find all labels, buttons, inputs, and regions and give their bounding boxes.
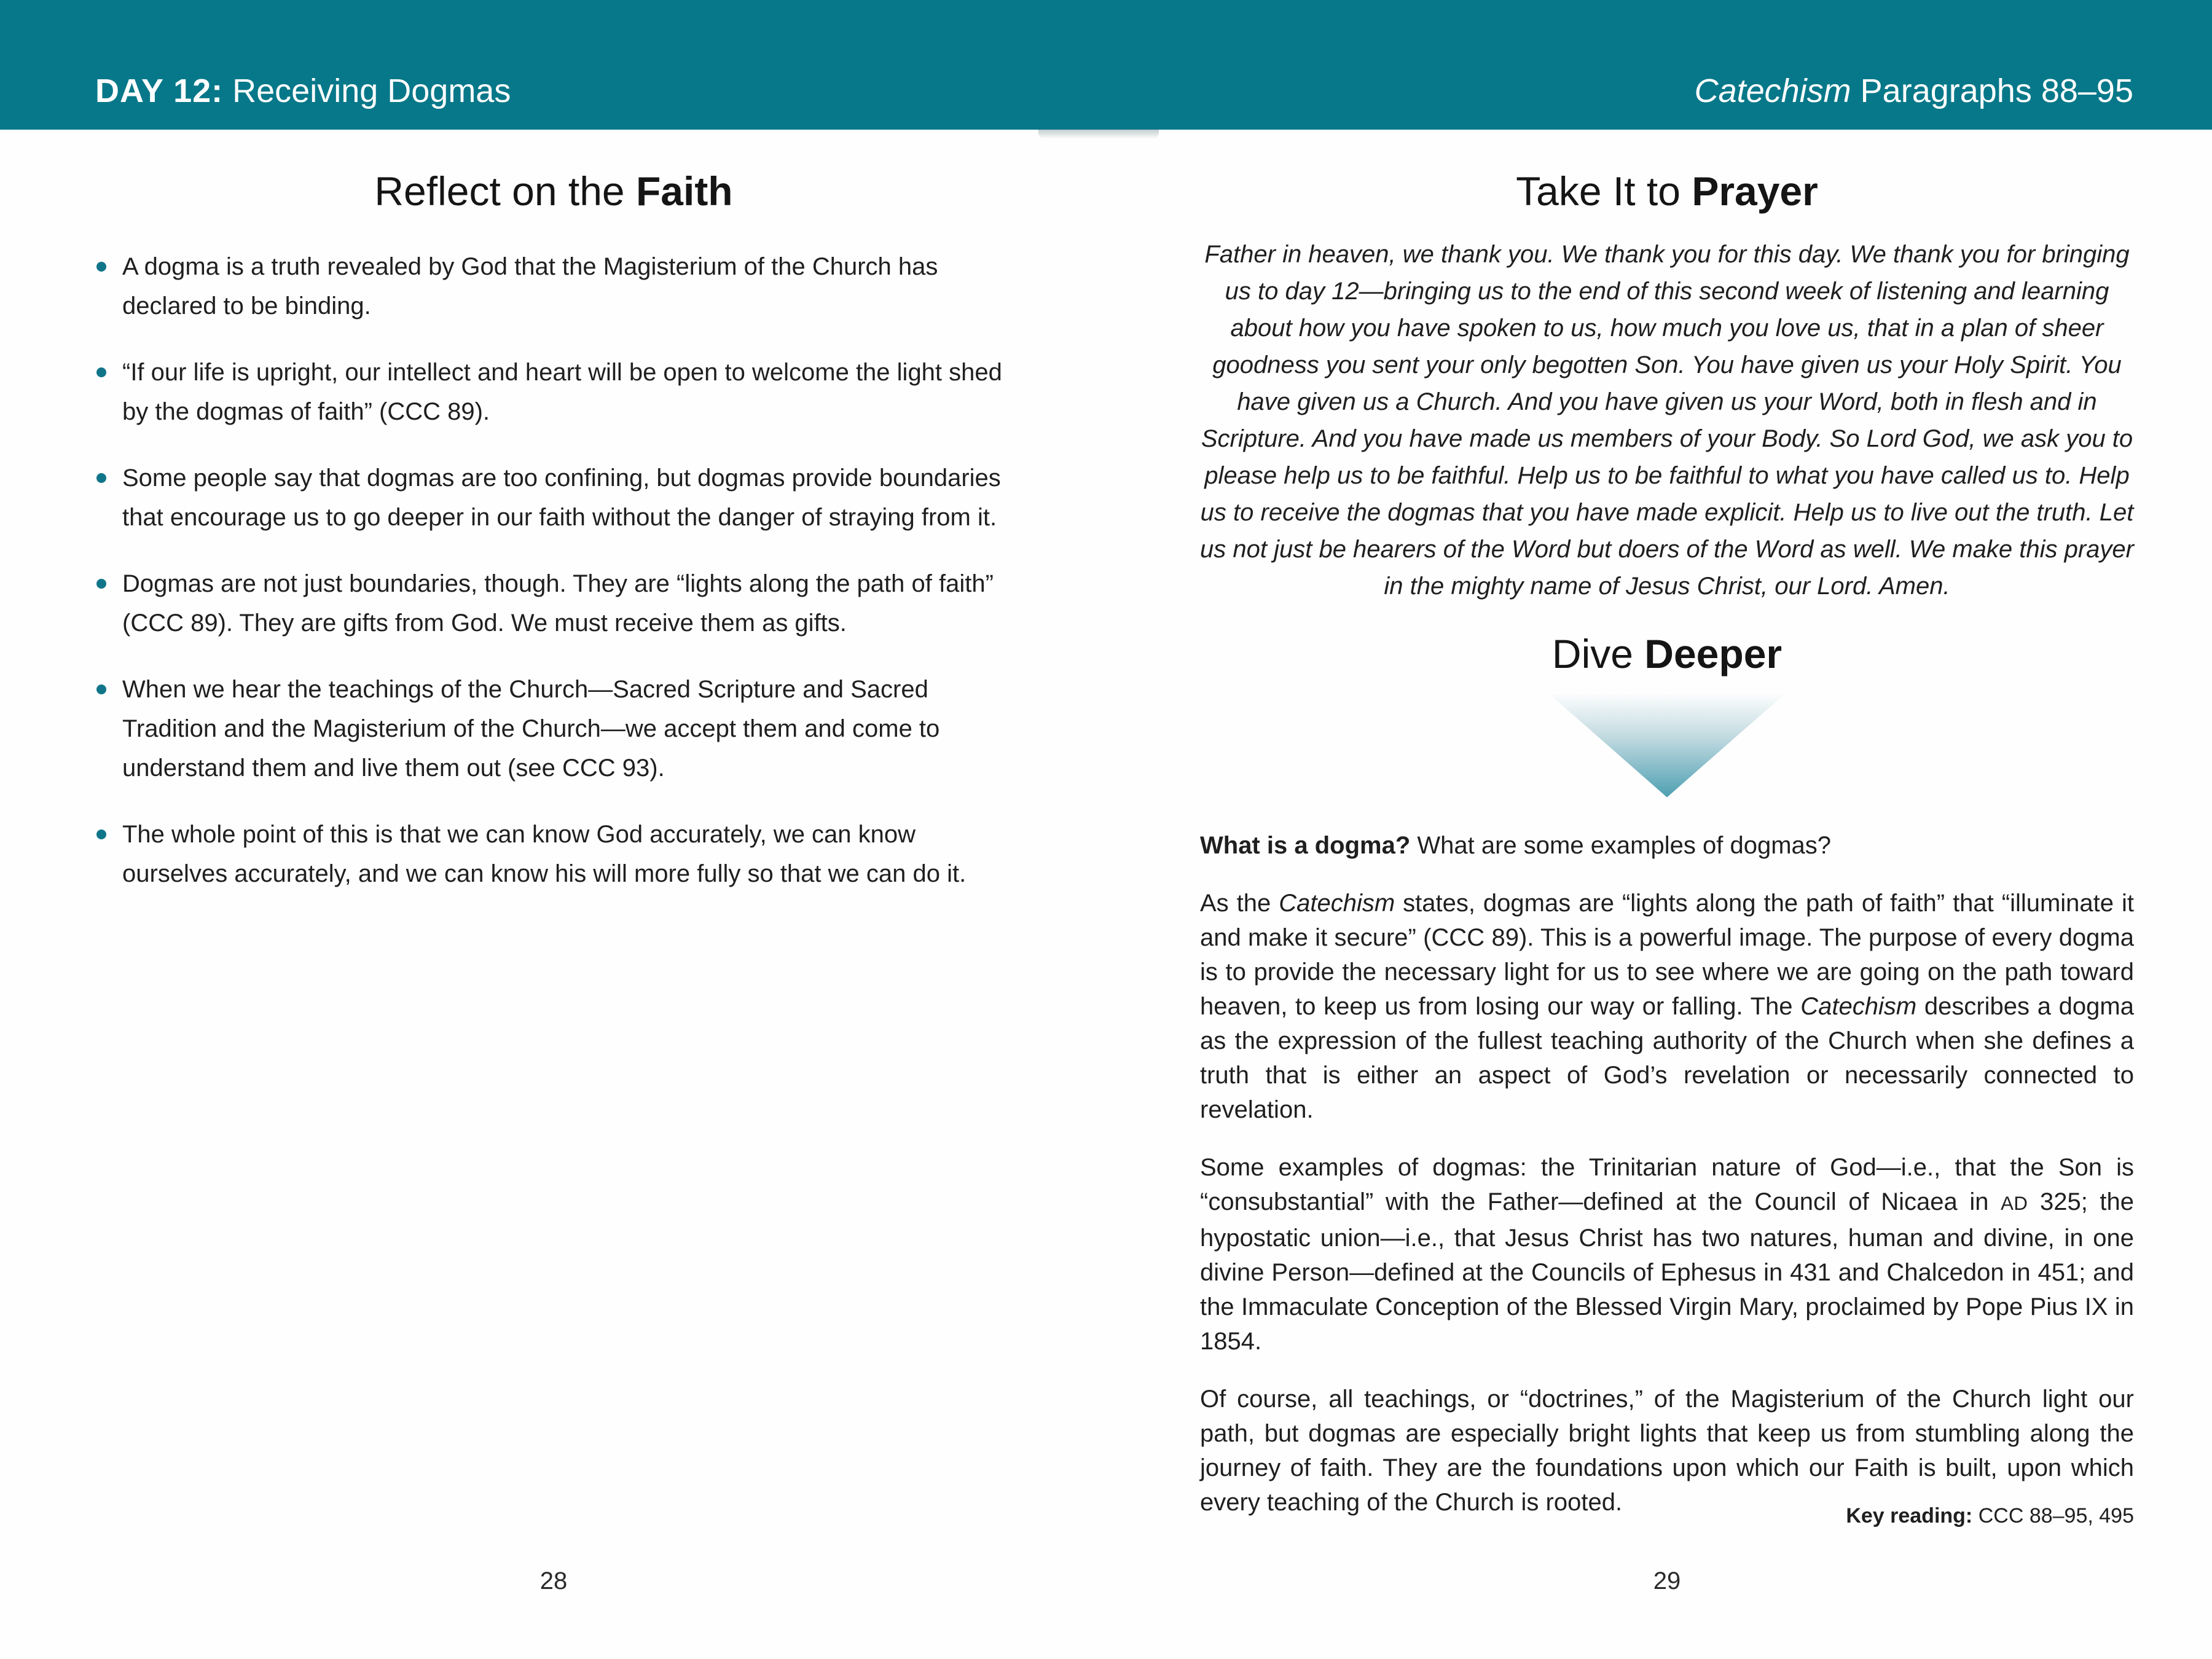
bullet-dot-icon bbox=[96, 262, 106, 272]
paragraph-run: describes a dogma as the expression of the fullest teaching authority of the Church when she defines a truth that is either an aspect of God’s revelation or necessarily connected to revelation. bbox=[1200, 992, 2134, 1123]
body-paragraph bbox=[1200, 1382, 2134, 1520]
page-gutter-shadow bbox=[1038, 130, 1159, 139]
bullet-text: Dogmas are not just boundaries, though. They are “lights along the path of faith” (CCC 89). They are gifts from God. We must receive them as gifts. bbox=[122, 570, 994, 637]
bullet-item bbox=[95, 564, 1012, 643]
paragraph-run: 325; the hypostatic union—i.e., that Jesus Christ has two natures, human and divine, in one divine Person—defined at the Councils of Ephesus in 431 and Chalcedon in 451; and the Immaculate Conception of the Blessed Virgin Mary, proclaimed by Pope Pius IX in 1854. bbox=[1200, 1188, 2134, 1355]
paragraph-run: Catechism bbox=[1279, 889, 1395, 917]
paragraph-run: As the bbox=[1200, 889, 1279, 917]
bullet-text: A dogma is a truth revealed by God that the Magisterium of the Church has declared to be binding. bbox=[122, 253, 938, 320]
bullet-dot-icon bbox=[96, 830, 106, 839]
bullet-item bbox=[95, 353, 1012, 431]
reflect-heading-bold: Faith bbox=[635, 168, 733, 214]
reflect-heading-regular: Reflect on the bbox=[374, 168, 636, 214]
chapter-day-title bbox=[95, 74, 511, 108]
catechism-reference-italic: Catechism bbox=[1694, 73, 1851, 109]
bullet-dot-icon bbox=[96, 367, 106, 377]
paragraph-run: Some examples of dogmas: the Trinitarian nature of God—i.e., that the Son is “consubstantial” with the Father—defined at the Council of Nicaea in bbox=[1200, 1153, 2134, 1215]
chapter-header-bar bbox=[0, 0, 2212, 130]
body-paragraph bbox=[1200, 886, 2134, 1127]
paragraph-run: Of course, all teachings, or “doctrines,” of the Magisterium of the Church light our path, but dogmas are especially bright lights that keep us from stumbling along the journey of faith. They are the foundations upon which our Faith is built, upon which every teaching of the Church is rooted. bbox=[1200, 1385, 2134, 1516]
key-reading-value: CCC 88–95, 495 bbox=[1972, 1504, 2134, 1528]
bullet-item bbox=[95, 458, 1012, 537]
paragraph-run: Catechism bbox=[1800, 992, 1917, 1020]
reflect-heading bbox=[95, 170, 1012, 213]
bullet-dot-icon bbox=[96, 579, 106, 589]
dive-deeper-heading-regular: Dive bbox=[1551, 631, 1645, 677]
bullet-text: The whole point of this is that we can know God accurately, we can know ourselves accurately, and we can know his will more fully so that we can do it. bbox=[122, 821, 967, 888]
reflection-bullet-list bbox=[95, 247, 1012, 893]
bullet-text: When we hear the teachings of the Church—Sacred Scripture and Sacred Tradition and the Magisterium of the Church—we accept them and come to understand them and live them out (see CCC 93). bbox=[122, 676, 940, 782]
chapter-day-label: DAY 12: bbox=[95, 73, 224, 109]
catechism-reference-range: Paragraphs 88–95 bbox=[1851, 73, 2133, 109]
prayer-heading-bold: Prayer bbox=[1692, 168, 1818, 214]
page-number-right: 29 bbox=[1653, 1567, 1681, 1594]
dive-deeper-arrow-graphic bbox=[1547, 692, 1787, 798]
key-reading bbox=[1846, 1504, 2134, 1529]
bullet-item bbox=[95, 815, 1012, 893]
dive-deeper-question-rest: What are some examples of dogmas? bbox=[1410, 831, 1832, 859]
left-page bbox=[95, 130, 1012, 1659]
bullet-text: “If our life is upright, our intellect and heart will be open to welcome the light shed by the dogmas of faith” (CCC 89). bbox=[122, 359, 1002, 426]
prayer-heading bbox=[1200, 170, 2134, 213]
body-paragraph bbox=[1200, 1150, 2134, 1359]
catechism-reference bbox=[1695, 74, 2133, 108]
paragraph-run: AD bbox=[2001, 1192, 2028, 1214]
key-reading-label: Key reading: bbox=[1846, 1504, 1973, 1528]
right-page bbox=[1200, 130, 2134, 1659]
bullet-text: Some people say that dogmas are too confining, but dogmas provide boundaries that encourage us to go deeper in our faith without the danger of straying from it. bbox=[122, 465, 1001, 531]
dive-deeper-heading-bold: Deeper bbox=[1644, 631, 1783, 677]
chapter-day-name: Receiving Dogmas bbox=[223, 73, 511, 109]
bullet-dot-icon bbox=[96, 473, 106, 483]
dive-deeper-question bbox=[1200, 828, 2134, 863]
bullet-item bbox=[95, 670, 1012, 788]
prayer-heading-regular: Take It to bbox=[1516, 168, 1692, 214]
prayer-text: Father in heaven, we thank you. We thank you for this day. We thank you for bringing us to day 12—bringing us to the end of this second week of listening and learning about how you have spoken to us, how much you love us, that in a plan of sheer goodness you sent your only begotten Son. You have given us your Holy Spirit. You have given us a Church. And you have given us your Word, both in flesh and in Scripture. And you have made us members of your Body. So Lord God, we ask you to please help us to be faithful. Help us to be faithful to what you have called us to. Help us to receive the dogmas that you have made explicit. Help us to live out the truth. Let us not just be hearers of the Word but doers of the Word as well. We make this prayer in the mighty name of Jesus Christ, our Lord. Amen. bbox=[1200, 241, 2134, 600]
bullet-dot-icon bbox=[96, 684, 106, 694]
dive-deeper-heading bbox=[1200, 633, 2134, 675]
dive-deeper-question-bold: What is a dogma? bbox=[1200, 831, 1411, 859]
page-number-left: 28 bbox=[539, 1567, 568, 1594]
bullet-item bbox=[95, 247, 1012, 326]
dive-deeper-body bbox=[1200, 886, 2134, 1520]
paragraph-run: states, dogmas are “lights along the path of faith” that “illuminate it and make it secure” (CCC 89). This is a powerful image. The purpose of every dogma is to provide the necessary light for us to see where we are going on the path toward heaven, to keep us from losing our way or falling. The bbox=[1200, 889, 2135, 1020]
